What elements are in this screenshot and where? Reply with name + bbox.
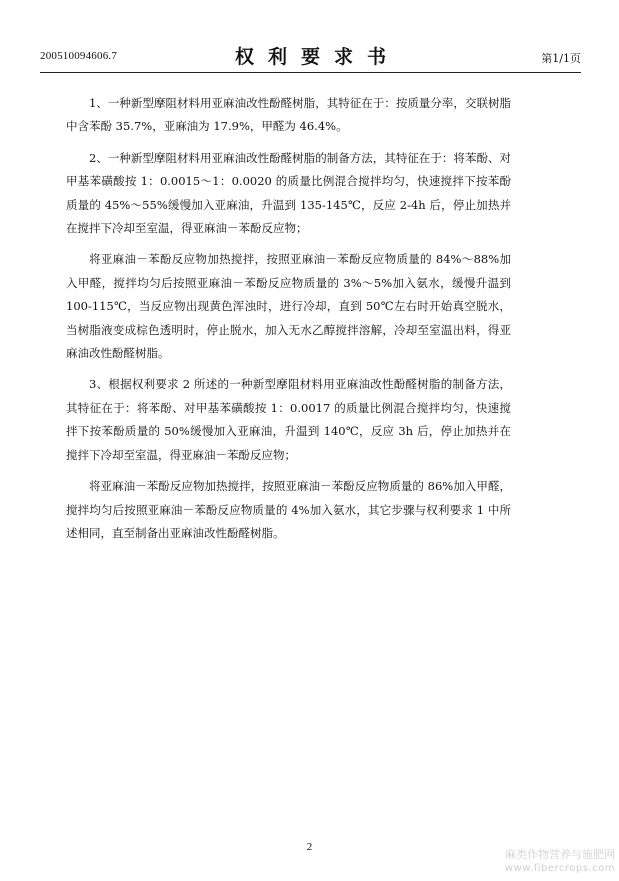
watermark-site-name: 麻类作物营养与施肥网 [505,848,615,861]
page-label: 第1/1页 [541,52,581,65]
claim-paragraph-2: 2、一种新型摩阻材料用亚麻油改性酚醛树脂的制备方法，其特征在于：将苯酚、对甲基苯磺酸按 1：0.0015～1：0.0020 的质量比例混合搅拌均匀，快速搅拌下按苯酚质量的 45%～55%缓慢加入亚麻油，升温到 135-145℃，反应 2-4h 后，停止加热并在搅拌下冷却至室温，得亚麻油－苯酚反应物； [66,150,511,236]
claim-paragraph-3-continued: 将亚麻油－苯酚反应物加热搅拌，按照亚麻油－苯酚反应物质量的 86%加入甲醛，搅拌均匀后按照亚麻油－苯酚反应物质量的 4%加入氨水，其它步骤与权利要求 1 中所述相同，直至制备出亚麻油改性酚醛树脂。 [66,479,511,540]
document-title: 权利要求书 [234,46,400,68]
watermark-url: www.fibercrops.com [504,863,615,874]
header-divider [40,72,581,73]
document-number: 200510094606.7 [40,50,118,62]
watermark [505,848,615,876]
claim-paragraph-3: 3、根据权利要求 2 所述的一种新型摩阻材料用亚麻油改性酚醛树脂的制备方法，其特征在于：将苯酚、对甲基苯磺酸按 1：0.0017 的质量比例混合搅拌均匀，快速搅拌下按苯酚质量的 50%缓慢加入亚麻油，升温到 140℃，反应 3h 后，停止加热并在搅拌下冷却至室温，得亚麻油－苯酚反应物； [66,377,511,462]
claims-body [66,92,511,553]
document-header [40,42,581,68]
page-number: 2 [306,841,313,853]
claim-paragraph-1: 1、一种新型摩阻材料用亚麻油改性酚醛树脂，其特征在于：按质量分率，交联树脂中含苯酚 35.7%，亚麻油为 17.9%，甲醛为 46.4%。 [66,96,511,134]
claim-paragraph-2-continued: 将亚麻油－苯酚反应物加热搅拌，按照亚麻油－苯酚反应物质量的 84%～88%加入甲醛，搅拌均匀后按照亚麻油－苯酚反应物质量的 3%～5%加入氨水，缓慢升温到 100-115℃，当反应物出现黄色浑浊时，进行冷却，直到 50℃左右时开始真空脱水，当树脂液变成棕色透明时，停止脱水，加入无水乙醇搅拌溶解，冷却至室温出料，得亚麻油改性酚醛树脂。 [66,252,511,361]
